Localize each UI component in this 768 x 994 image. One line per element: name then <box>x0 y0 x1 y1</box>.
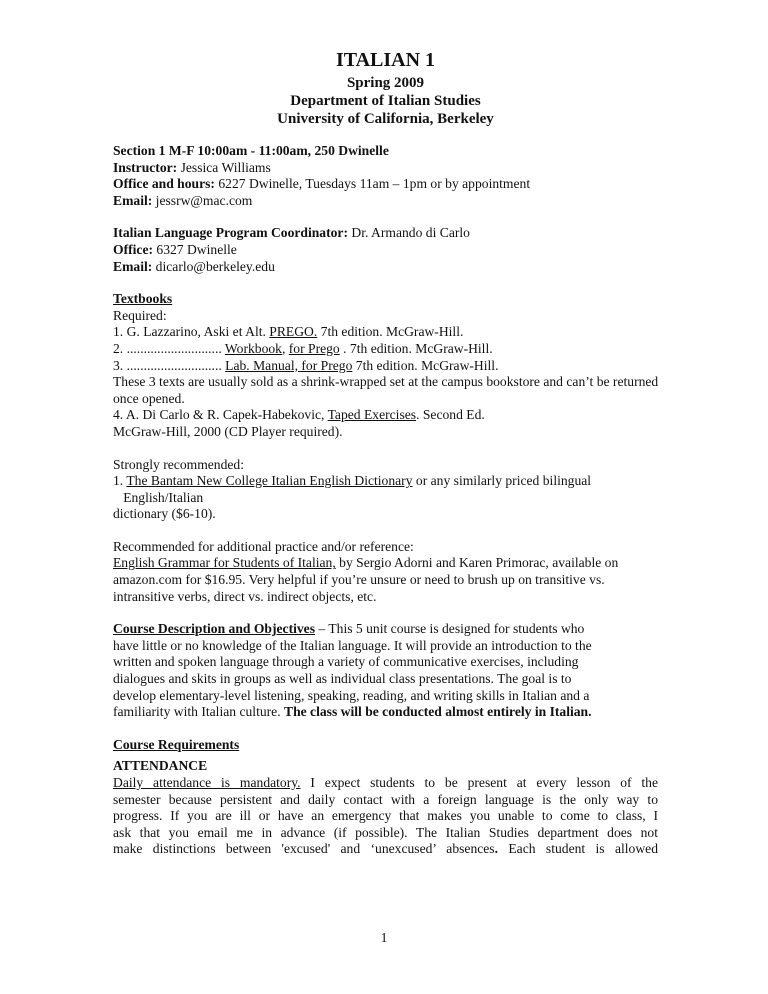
dictionary-line-2: English/Italian <box>113 489 204 505</box>
office-hours-line: Office and hours: 6227 Dwinelle, Tuesdays 11am – 1pm or by appointment <box>113 176 531 192</box>
coordinator-line: Italian Language Program Coordinator: Dr. Armando di Carlo <box>113 225 470 241</box>
description-line-6: familiarity with Italian culture. The class will be conducted almost entirely in Italian. <box>113 704 592 720</box>
description-line-2: have little or no knowledge of the Italian language. It will provide an introduction to the <box>113 637 592 653</box>
textbook-item-2: 2. ............................ Workbook, for Prego . 7th edition. McGraw-Hill. <box>113 340 493 356</box>
instructor-line: Instructor: Jessica Williams <box>113 159 271 175</box>
attendance-line-1: Daily attendance is mandatory. I expect students to be present at every lesson of the <box>113 775 658 790</box>
department: Department of Italian Studies <box>290 93 481 109</box>
attendance-line-3: progress. If you are ill or have an emergency that makes you unable to come to class, I <box>113 808 658 824</box>
description-line-4: dialogues and skits in groups as well as individual class presentations. The goal is to <box>113 671 572 687</box>
grammar-line: English Grammar for Students of Italian, by Sergio Adorni and Karen Primorac, available on <box>113 555 619 571</box>
required-label: Required: <box>113 307 167 323</box>
textbooks-heading: Textbooks <box>113 291 173 307</box>
term: Spring 2009 <box>346 75 425 91</box>
university: University of California, Berkeley <box>277 111 494 127</box>
textbook-item-3: 3. ............................ Lab. Manual, for Prego 7th edition. McGraw-Hill. <box>113 357 499 373</box>
coordinator-email-line: Email: dicarlo@berkeley.edu <box>113 258 275 274</box>
strongly-recommended-label: Strongly recommended: <box>113 456 244 472</box>
textbook-item-4-publisher: McGraw-Hill, 2000 (CD Player required). <box>113 423 343 439</box>
attendance-heading: ATTENDANCE <box>113 758 208 774</box>
additional-recommended-label: Recommended for additional practice and/or reference: <box>113 538 414 554</box>
section-line: Section 1 M-F 10:00am - 11:00am, 250 Dwinelle <box>113 143 389 158</box>
page-number: 1 <box>380 930 388 945</box>
grammar-line-2: amazon.com for $16.95. Very helpful if you’re unsure or need to brush up on transitive vs. <box>113 572 605 588</box>
shrink-wrap-note-2: once opened. <box>113 390 185 406</box>
attendance-line-5: make distinctions between 'excused' and ‘unexcused’ absences. Each student is allowed <box>113 841 658 857</box>
textbook-item-1: 1. G. Lazzarino, Aski et Alt. PREGO. 7th edition. McGraw-Hill. <box>113 324 464 340</box>
shrink-wrap-note-1: These 3 texts are usually sold as a shrink-wrapped set at the campus bookstore and can’t be returned <box>113 374 659 390</box>
textbook-item-4: 4. A. Di Carlo & R. Capek-Habekovic, Taped Exercises. Second Ed. <box>113 407 485 423</box>
coordinator-office-line: Office: 6327 Dwinelle <box>113 241 237 257</box>
description-line-1: Course Description and Objectives – This 5 unit course is designed for students who <box>113 621 585 637</box>
dictionary-line: 1. The Bantam New College Italian English Dictionary or any similarly priced bilingual <box>113 473 592 489</box>
attendance-line-4: ask that you email me in advance (if possible). The Italian Studies department does not <box>113 824 658 840</box>
description-line-5: develop elementary-level listening, speaking, reading, and writing skills in Italian and a <box>113 687 590 703</box>
dictionary-line-3: dictionary ($6-10). <box>113 506 216 522</box>
course-title: ITALIAN 1 <box>335 49 436 71</box>
instructor-email-line: Email: jessrw@mac.com <box>113 192 253 208</box>
requirements-heading: Course Requirements <box>113 736 240 752</box>
description-line-3: written and spoken language through a variety of communicative exercises, including <box>113 654 579 670</box>
grammar-line-3: intransitive verbs, direct vs. indirect objects, etc. <box>113 588 377 604</box>
document-page <box>113 0 658 858</box>
attendance-line-2: semester because persistent and daily contact with a foreign language is the only way to <box>113 791 658 807</box>
